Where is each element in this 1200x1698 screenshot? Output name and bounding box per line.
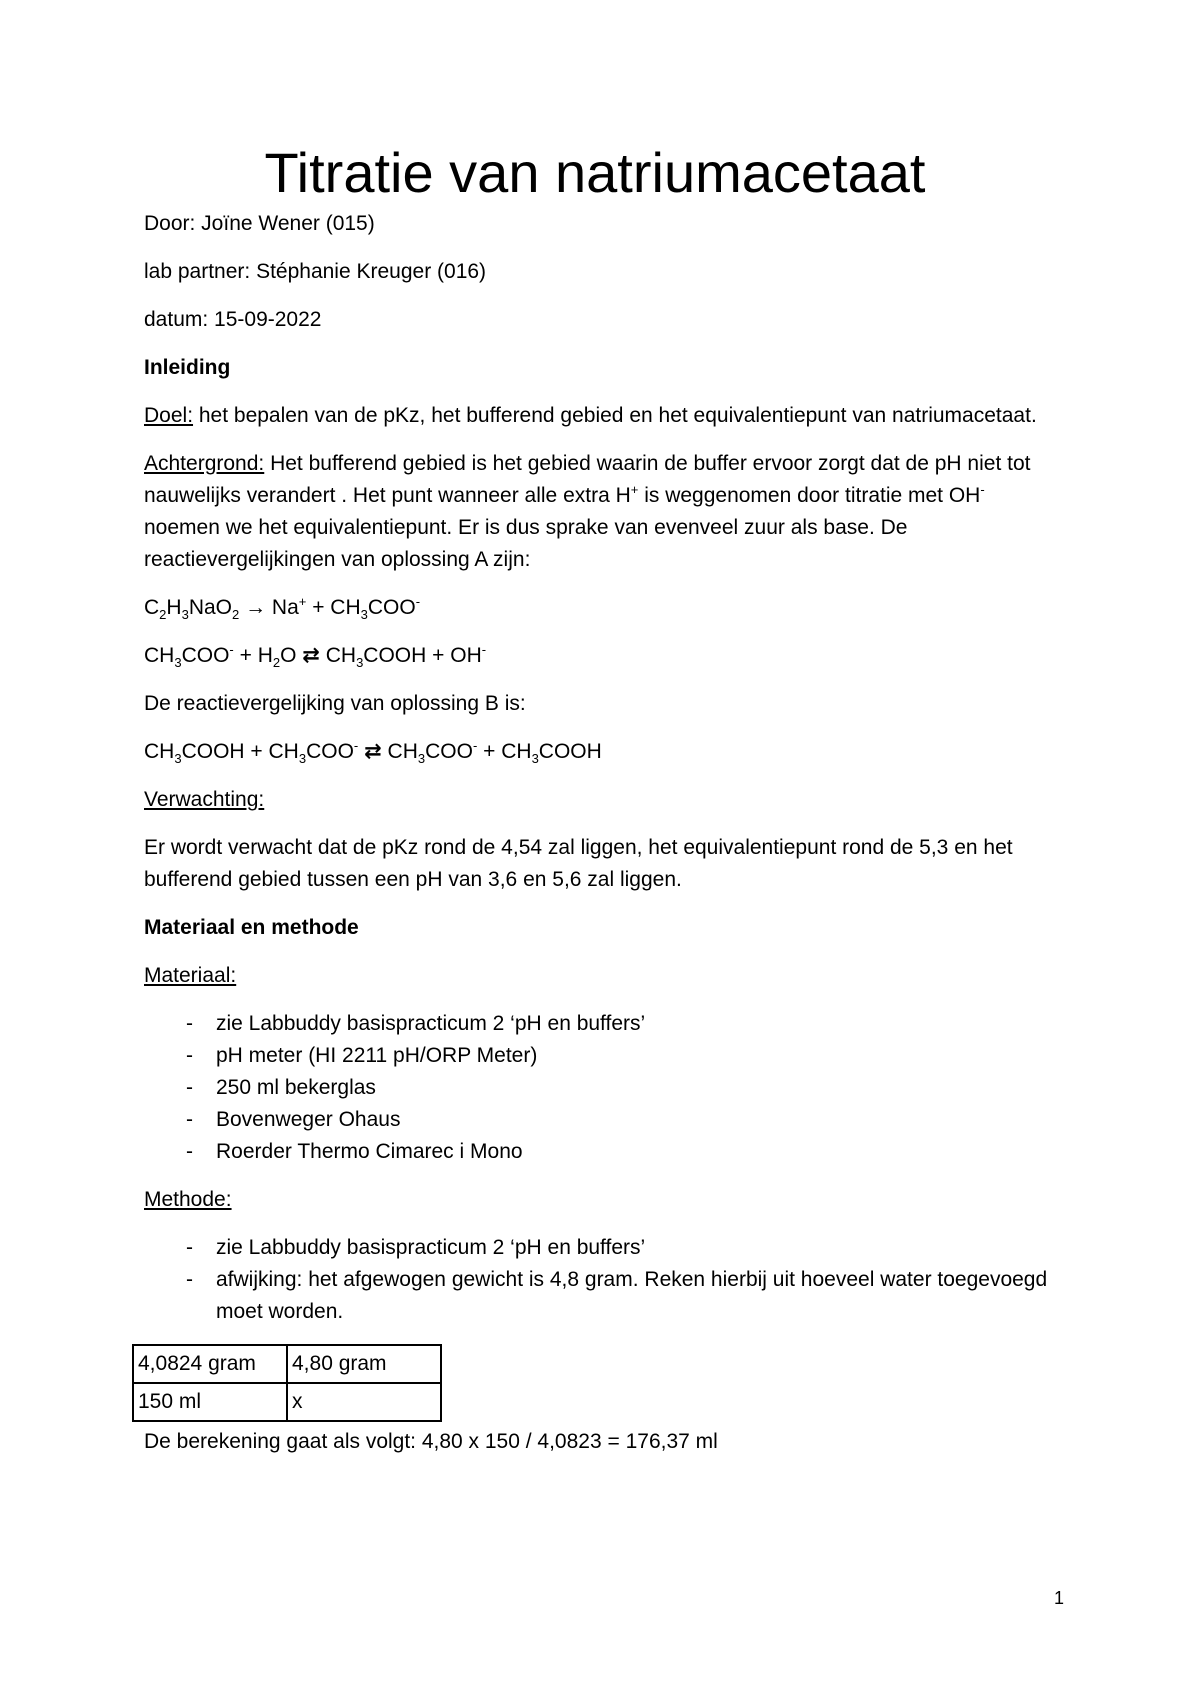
list-item-text: afwijking: het afgewogen gewicht is 4,8 gram. Reken hierbij uit hoeveel water toegevoegd moet worden. [216,1268,1048,1323]
author-line: Door: Joïne Wener (015) [144,212,375,235]
achtergrond-sup-1: + [630,482,639,497]
equation-3 [144,736,1064,768]
list-item-text: 250 ml bekerglas [216,1076,376,1099]
eq2-sub: 3 [174,655,182,671]
methode-label: Methode: [144,1188,232,1211]
section-heading-materiaal-methode: Materiaal en methode [144,916,359,939]
section-heading-inleiding: Inleiding [144,356,231,379]
doel-label: Doel: [144,404,194,427]
eq1-part: Na [271,596,299,619]
eq2-part: + H [233,644,273,667]
eq1-part: + CH [306,596,361,619]
table-cell: 4,80 gram [287,1345,441,1383]
list-item [144,1104,1064,1136]
table-row [133,1383,441,1421]
eq3-part: COO [306,740,354,763]
list-dash: - [186,1140,193,1163]
eq3-part: COOH [538,740,602,763]
achtergrond-text-2: is weggenomen door titratie met OH [638,484,981,507]
eq3-sub: 3 [417,751,426,767]
eq1-part: COO [367,596,416,619]
list-dash: - [186,1012,193,1035]
date-line: datum: 15-09-2022 [144,308,322,331]
page-number: 1 [1053,1588,1064,1608]
achtergrond-text-3: noemen we het equivalentiepunt. Er is dus sprake van evenveel zuur als base. De reactievergelijkingen van oplossing A zijn: [144,516,908,571]
eq1-part: H [166,596,182,619]
list-item [144,1040,1064,1072]
reaction-arrow: → [239,596,272,619]
eq2-sup: - [229,642,234,657]
verwachting-label: Verwachting: [144,788,265,811]
oplossing-b-intro: De reactievergelijking van oplossing B is: [144,692,526,715]
equation-1 [144,592,1064,624]
table-cell: x [287,1383,441,1421]
achtergrond-text-1: Het bufferend gebied is het gebied waarin de buffer ervoor zorgt dat de pH niet tot nauwelijks verandert . Het punt wanneer alle extra H [144,452,1031,507]
list-dash: - [186,1044,193,1067]
equation-2 [144,640,1064,672]
table-row [133,1345,441,1383]
list-dash: - [186,1236,193,1259]
verwachting-text: Er wordt verwacht dat de pKz rond de 4,54 zal liggen, het equivalentiepunt rond de 5,3 en het bufferend gebied tussen een pH van 3,6 en 5,6 zal liggen. [144,836,1013,891]
methode-list [144,1232,1064,1328]
equilibrium-arrow: ⇄ [302,644,320,667]
list-item-text: zie Labbuddy basispracticum 2 ‘pH en buffers’ [216,1236,646,1259]
materiaal-list [144,1008,1064,1168]
achtergrond-sup-2: - [980,482,985,497]
eq3-part: CH [144,740,175,763]
eq3-sup: - [353,738,359,753]
eq1-sub: 2 [232,607,240,623]
eq1-sup: - [415,594,421,609]
document-body [138,138,1064,1474]
document-title: Titratie van natriumacetaat [264,141,926,204]
eq1-sub: 2 [159,607,167,623]
list-item-text: zie Labbuddy basispracticum 2 ‘pH en buffers’ [216,1012,646,1035]
list-item [144,1136,1064,1168]
doel-text: het bepalen van de pKz, het bufferend gebied en het equivalentiepunt van natriumacetaat. [193,404,1037,427]
list-item-text: Roerder Thermo Cimarec i Mono [216,1140,523,1163]
eq1-sup: + [298,594,307,609]
eq3-sub: 3 [531,751,539,767]
partner-line: lab partner: Stéphanie Kreuger (016) [144,260,487,283]
eq2-part: CH [319,644,357,667]
eq2-part: CH [144,644,175,667]
eq3-sub: 3 [298,751,307,767]
eq3-sup: - [472,738,478,753]
eq2-part: COO [181,644,230,667]
achtergrond-paragraph [144,448,1064,576]
table-cell: 150 ml [133,1383,287,1421]
achtergrond-label: Achtergrond: [144,452,265,475]
list-item [144,1232,1064,1264]
eq2-sup: - [481,642,487,657]
eq2-part: COOH + OH [363,644,482,667]
list-dash: - [186,1268,193,1291]
eq1-part: C [144,596,160,619]
berekening-text: De berekening gaat als volgt: 4,80 x 150 / 4,0823 = 176,37 ml [144,1430,718,1453]
eq3-part: COO [425,740,473,763]
table-cell: 4,0824 gram [133,1345,287,1383]
list-item [144,1264,1064,1328]
eq2-sub: 2 [272,655,281,671]
equilibrium-arrow: ⇄ [358,740,388,763]
eq2-part: O [280,644,303,667]
ratio-table [132,1344,442,1422]
list-item-text: pH meter (HI 2211 pH/ORP Meter) [216,1044,538,1067]
eq1-sub: 3 [181,607,189,623]
list-dash: - [186,1076,193,1099]
eq3-part: CH [387,740,418,763]
materiaal-label: Materiaal: [144,964,237,987]
list-item-text: Bovenweger Ohaus [216,1108,401,1131]
list-dash: - [186,1108,193,1131]
eq3-sub: 3 [174,751,182,767]
eq3-part: COOH + CH [181,740,299,763]
eq2-sub: 3 [356,655,364,671]
eq3-part: + CH [477,740,532,763]
list-item [144,1072,1064,1104]
doel-paragraph [144,400,1064,432]
eq1-part: NaO [188,596,232,619]
eq1-sub: 3 [360,607,368,623]
list-item [144,1008,1064,1040]
